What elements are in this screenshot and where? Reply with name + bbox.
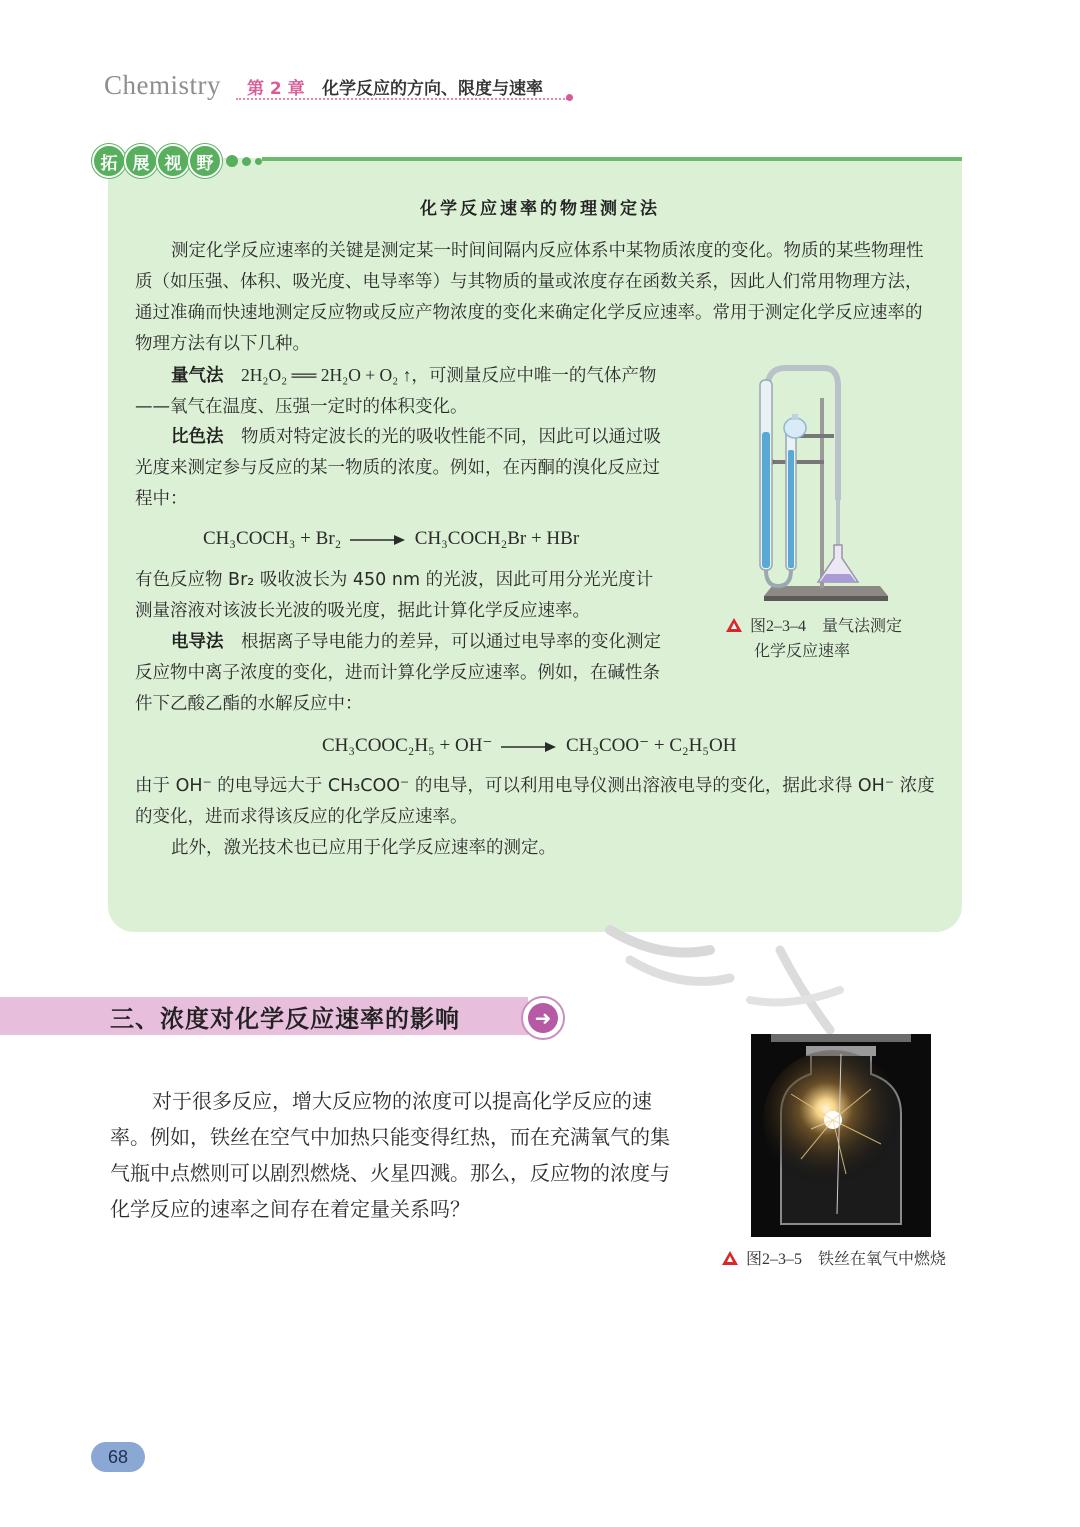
equation-left: CH₃COCH₃ + Br₂: [203, 528, 342, 549]
fig1-caption-line2: 化学反应速率: [754, 643, 851, 660]
section-title: 三、浓度对化学反应速率的影响: [110, 1004, 460, 1033]
gas-method-paragraph: [135, 360, 670, 423]
badge-char: 野: [188, 144, 222, 178]
conduct-method-text: 根据离子导电能力的差异，可以通过电导率的变化测定反应物中离子浓度的变化，进而计算化学反应速率。例如，在碱性条件下乙酸乙酯的水解反应中：: [135, 632, 661, 714]
badge-char: 展: [124, 144, 158, 178]
badge-char: 视: [156, 144, 190, 178]
color-method-text: 物质对特定波长的光的吸收性能不同，因此可以通过吸光度来测定参与反应的某一物质的浓度。例如，在丙酮的溴化反应过程中：: [135, 427, 661, 509]
watermark-calligraphy: [590, 920, 850, 1050]
badge-char: 拓: [92, 144, 126, 178]
extension-badge: [92, 145, 262, 177]
extension-top-line: [262, 157, 962, 161]
color-method-paragraph: [135, 422, 670, 515]
page-number: 68: [91, 1442, 145, 1472]
badge-dot: [255, 158, 262, 165]
running-header-brand: Chemistry: [104, 70, 221, 100]
reaction-arrow-icon: [350, 533, 406, 547]
caption-triangle-icon: [722, 1251, 738, 1265]
iron-burning-photo: [751, 1034, 931, 1237]
hydrolysis-equation: [322, 734, 736, 757]
gas-method-text: ，可测量反应中唯一的气体产物——氧气在温度、压强一定时的体积变化。: [135, 366, 657, 417]
equation-right: CH₃COCH₂Br + HBr: [414, 528, 580, 549]
header-divider: [236, 98, 568, 100]
chapter-title: 化学反应的方向、限度与速率: [322, 79, 543, 99]
section-arrow-icon: [521, 996, 565, 1040]
conduct-method-paragraph: [135, 627, 670, 720]
reaction-arrow-icon: [501, 740, 557, 754]
section-paragraph-text: 对于很多反应，增大反应物的浓度可以提高化学反应的速率。例如，铁丝在空气中加热只能变得红热，而在充满氧气的集气瓶中点燃则可以剧烈燃烧、火星四溅。那么，反应物的浓度与化学反应的速率之间存在着定量关系吗？: [110, 1089, 670, 1221]
conduct-method-term: 电导法: [171, 632, 224, 652]
fig1-caption: [726, 614, 902, 664]
caption-triangle-icon: [726, 618, 742, 632]
badge-dot: [226, 155, 238, 167]
color-method-after: 有色反应物 Br₂ 吸收波长为 450 nm 的光波，因此可用分光光度计测量溶液对该波长光波的吸光度，据此计算化学反应速率。: [135, 570, 654, 621]
gas-method-equation: 2H₂O₂ ══ 2H₂O + O₂ ↑: [241, 365, 412, 385]
gas-apparatus-illustration: [746, 360, 896, 610]
gas-method-term: 量气法: [171, 366, 224, 386]
fig1-caption-line1: 图2–3–4 量气法测定: [750, 618, 903, 635]
color-method-term: 比色法: [171, 427, 224, 447]
chapter-number: 第 2 章: [247, 79, 305, 99]
fig2-caption-text: 图2–3–5 铁丝在氧气中燃烧: [746, 1251, 947, 1268]
fig2-caption: [722, 1247, 946, 1272]
equation-left: CH₃COOC₂H₅ + OH⁻: [322, 735, 493, 756]
conduct-method-after: 由于 OH⁻ 的电导远大于 CH₃COO⁻ 的电导，可以利用电导仪测出溶液电导的变化，据此求得 OH⁻ 浓度的变化，进而求得该反应的化学反应速率。: [135, 776, 935, 827]
extension-intro: 测定化学反应速率的关键是测定某一时间间隔内反应体系中某物质浓度的变化。物质的某些物理性质（如压强、体积、吸光度、电导率等）与其物质的量或浓度存在函数关系，因此人们常用物理方法，通过准确而快速地测定反应物或反应产物浓度的变化来确定化学反应速率。常用于测定化学反应速率的物理方法有以下几种。: [135, 241, 924, 354]
equation-right: CH₃COO⁻ + C₂H₅OH: [565, 735, 737, 756]
header-dot: [566, 94, 573, 101]
arrow-right-icon: ➜: [528, 1003, 558, 1033]
bromination-equation: [203, 528, 579, 550]
section-paragraph: [110, 1083, 670, 1227]
extension-title: 化学反应速率的物理测定法: [420, 199, 660, 219]
laser-note: 此外，激光技术也已应用于化学反应速率的测定。: [171, 838, 556, 858]
badge-dot: [242, 157, 251, 166]
